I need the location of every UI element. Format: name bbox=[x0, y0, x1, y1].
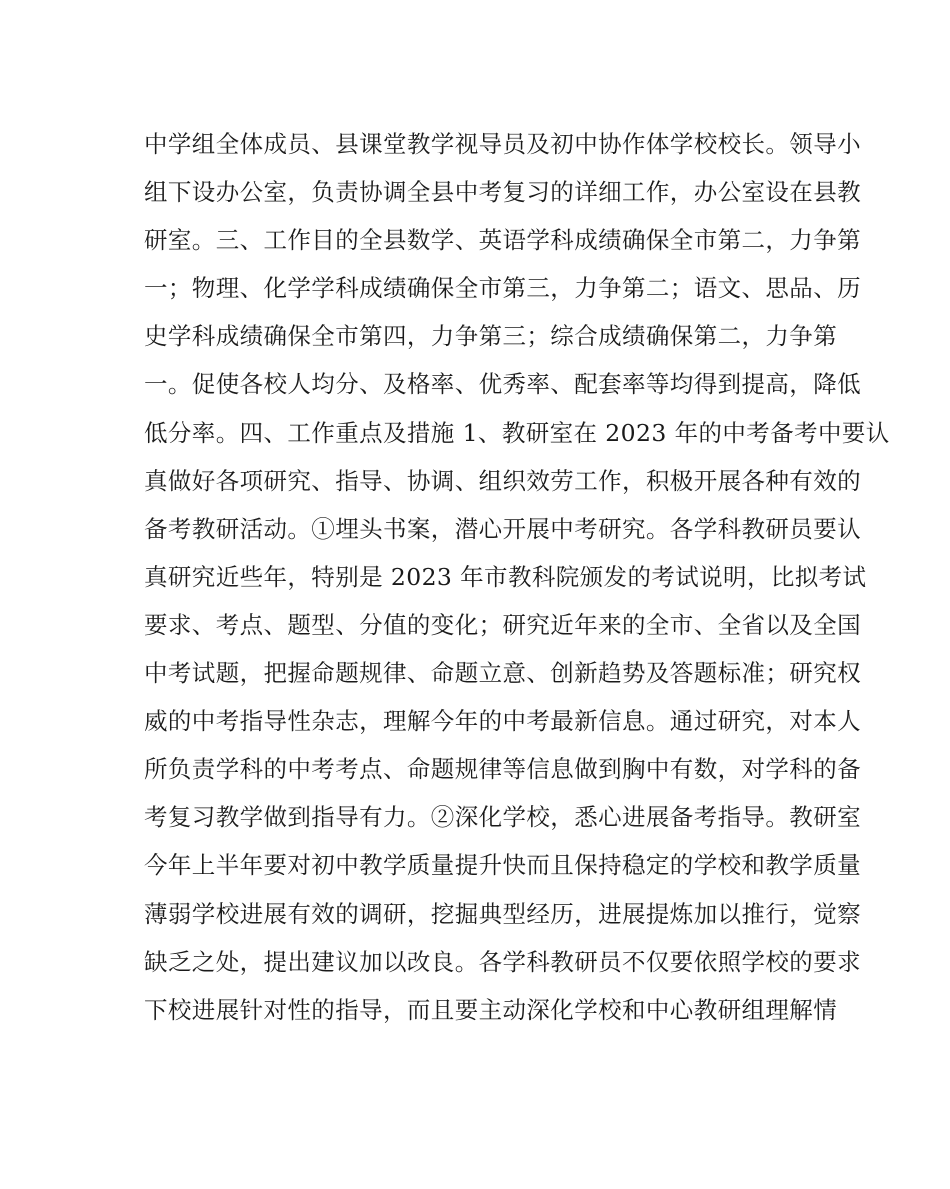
text-line: 要求、考点、题型、分值的变化；研究近年来的全市、全省以及全国 bbox=[144, 610, 861, 639]
text-line: 组下设办公室，负责协调全县中考复习的详细工作，办公室设在县教 bbox=[144, 178, 861, 207]
text-line: 真研究近些年，特别是 2023 年市教科院颁发的考试说明，比拟考试 bbox=[144, 562, 867, 591]
text-line: 真做好各项研究、指导、协调、组织效劳工作，积极开展各种有效的 bbox=[144, 466, 861, 495]
text-line: 中考试题，把握命题规律、命题立意、创新趋势及答题标准；研究权 bbox=[144, 659, 861, 688]
text-line: 下校进展针对性的指导，而且要主动深化学校和中心教研组理解情 bbox=[144, 995, 838, 1024]
text-line: 一。促使各校人均分、及格率、优秀率、配套率等均得到提高，降低 bbox=[144, 370, 861, 399]
text-line: 备考教研活动。①埋头书案，潜心开展中考研究。各学科教研员要认 bbox=[144, 514, 861, 543]
body-text bbox=[144, 126, 890, 1040]
text-line: 今年上半年要对初中教学质量提升快而且保持稳定的学校和教学质量 bbox=[144, 851, 861, 880]
text-line: 中学组全体成员、县课堂教学视导员及初中协作体学校校长。领导小 bbox=[144, 130, 861, 158]
text-line: 缺乏之处，提出建议加以改良。各学科教研员不仅要依照学校的要求 bbox=[144, 947, 861, 976]
text-line: 史学科成绩确保全市第四，力争第三；综合成绩确保第二，力争第 bbox=[144, 322, 838, 351]
text-line: 研室。三、工作目的全县数学、英语学科成绩确保全市第二，力争第 bbox=[144, 226, 861, 255]
text-line: 威的中考指导性杂志，理解今年的中考最新信息。通过研究，对本人 bbox=[144, 707, 861, 736]
text-line: 低分率。四、工作重点及措施 1、教研室在 2023 年的中考备考中要认 bbox=[144, 418, 890, 447]
text-line: 所负责学科的中考考点、命题规律等信息做到胸中有数，对学科的备 bbox=[144, 755, 861, 784]
text-line: 一；物理、化学学科成绩确保全市第三，力争第二；语文、思品、历 bbox=[144, 274, 861, 303]
text-line: 考复习教学做到指导有力。②深化学校，悉心进展备考指导。教研室 bbox=[144, 803, 861, 832]
text-line: 薄弱学校进展有效的调研，挖掘典型经历，进展提炼加以推行，觉察 bbox=[144, 899, 861, 928]
